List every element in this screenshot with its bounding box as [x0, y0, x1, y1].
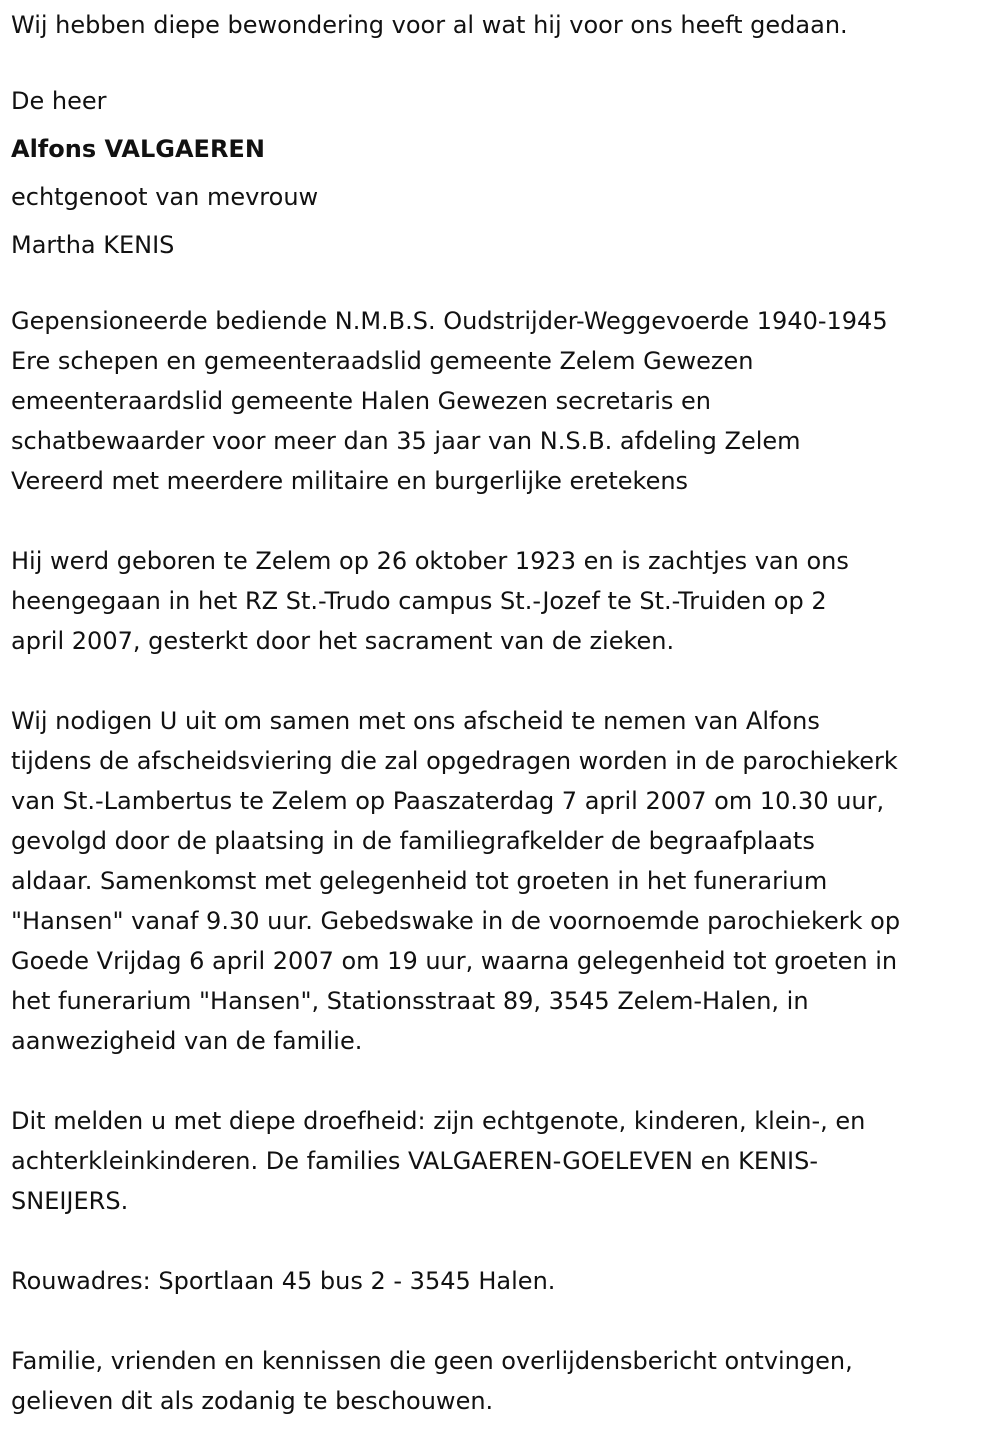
spacer — [11, 1221, 996, 1261]
paragraph-line: aanwezigheid van de familie. — [11, 1027, 363, 1055]
paragraph-line: Wij nodigen U uit om samen met ons afscheid te nemen van Alfons — [11, 707, 820, 735]
paragraph-line: heengegaan in het RZ St.-Trudo campus St.-Jozef te St.-Truiden op 2 — [11, 587, 827, 615]
closing-paragraph — [11, 1341, 996, 1421]
paragraph-line: achterkleinkinderen. De families VALGAEREN-GOELEVEN en KENIS- — [11, 1147, 818, 1175]
spacer — [11, 269, 996, 301]
paragraph-line: SNEIJERS. — [11, 1187, 129, 1215]
paragraph-line: Familie, vrienden en kennissen die geen overlijdensbericht ontvingen, — [11, 1347, 853, 1375]
salutation: De heer — [11, 87, 107, 115]
paragraph-line: van St.-Lambertus te Zelem op Paaszaterdag 7 april 2007 om 10.30 uur, — [11, 787, 885, 815]
paragraph-line: "Hansen" vanaf 9.30 uur. Gebedswake in de voornoemde parochiekerk op — [11, 907, 901, 935]
paragraph-line: Goede Vrijdag 6 april 2007 om 19 uur, waarna gelegenheid tot groeten in — [11, 947, 898, 975]
paragraph-line: aldaar. Samenkomst met gelegenheid tot groeten in het funerarium — [11, 867, 828, 895]
announcement-paragraph — [11, 1101, 996, 1221]
obituary-document — [11, 5, 996, 1421]
paragraph-line: Gepensioneerde bediende N.M.B.S. Oudstrijder-Weggevoerde 1940-1945 — [11, 307, 888, 335]
spacer — [11, 501, 996, 541]
spouse-label: echtgenoot van mevrouw — [11, 183, 319, 211]
spacer — [11, 661, 996, 701]
invitation-paragraph — [11, 701, 996, 1061]
spacer — [11, 1301, 996, 1341]
paragraph-line: het funerarium "Hansen", Stationsstraat 89, 3545 Zelem-Halen, in — [11, 987, 809, 1015]
paragraph-line: Vereerd met meerdere militaire en burgerlijke eretekens — [11, 467, 689, 495]
paragraph-line: gelieven dit als zodanig te beschouwen. — [11, 1387, 494, 1415]
spacer — [11, 45, 996, 77]
paragraph-line: gevolgd door de plaatsing in de familiegrafkelder de begraafplaats — [11, 827, 815, 855]
paragraph-line: Ere schepen en gemeenteraadslid gemeente Zelem Gewezen — [11, 347, 754, 375]
birth-death-paragraph — [11, 541, 996, 661]
spacer — [11, 1061, 996, 1101]
paragraph-line: schatbewaarder voor meer dan 35 jaar van N.S.B. afdeling Zelem — [11, 427, 801, 455]
paragraph-line: Dit melden u met diepe droefheid: zijn echtgenote, kinderen, klein-, en — [11, 1107, 866, 1135]
titles-paragraph — [11, 301, 996, 501]
spouse-name: Martha KENIS — [11, 231, 175, 259]
paragraph-line: tijdens de afscheidsviering die zal opgedragen worden in de parochiekerk — [11, 747, 898, 775]
paragraph-line: emeenteraardslid gemeente Halen Gewezen secretaris en — [11, 387, 711, 415]
deceased-name: Alfons VALGAEREN — [11, 135, 265, 163]
paragraph-line: april 2007, gesterkt door het sacrament van de zieken. — [11, 627, 675, 655]
intro-text: Wij hebben diepe bewondering voor al wat hij voor ons heeft gedaan. — [11, 11, 848, 39]
paragraph-line: Hij werd geboren te Zelem op 26 oktober 1923 en is zachtjes van ons — [11, 547, 849, 575]
mourning-address: Rouwadres: Sportlaan 45 bus 2 - 3545 Halen. — [11, 1267, 556, 1295]
